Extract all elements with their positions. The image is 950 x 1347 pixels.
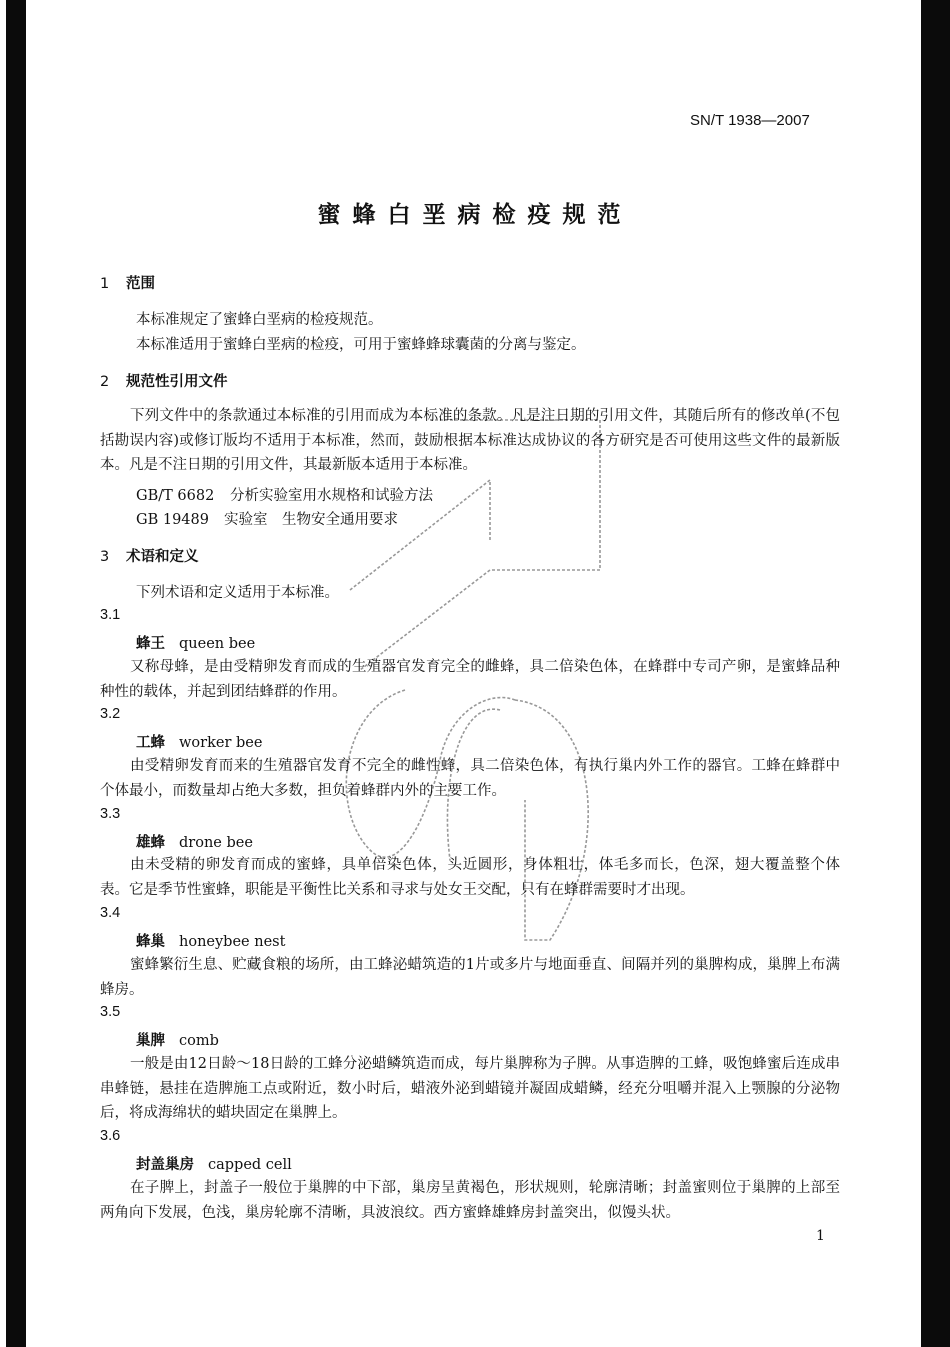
term-en: drone bee — [179, 835, 253, 851]
section-3-heading — [100, 545, 199, 566]
reference-item — [136, 508, 398, 529]
clause-number: 3.3 — [100, 806, 121, 822]
section-title: 术语和定义 — [126, 549, 199, 565]
section-title: 范围 — [126, 276, 155, 292]
term-definition: 蜜蜂繁衍生息、贮藏食粮的场所，由工蜂泌蜡筑造的1片或多片与地面垂直、间隔并列的巢脾构成，巢脾上布满蜂房。 — [100, 957, 840, 998]
term-en: queen bee — [179, 636, 256, 652]
reference-item — [136, 484, 433, 505]
term-definition: 又称母蜂，是由受精卵发育而成的生殖器官发育完全的雌蜂，具二倍染色体，在蜂群中专司产卵，是蜜蜂品种种性的载体，并起到团结蜂群的作用。 — [100, 659, 840, 700]
term-en: capped cell — [208, 1157, 292, 1173]
section-2-heading — [100, 370, 228, 391]
clause-number: 3.5 — [100, 1004, 121, 1020]
page-number: 1 — [816, 1228, 825, 1244]
paragraph: 下列术语和定义适用于本标准。 — [136, 585, 339, 601]
reference-code: GB/T 6682 — [136, 488, 215, 504]
reference-title: 分析实验室用水规格和试验方法 — [230, 488, 433, 504]
section-1-heading — [100, 272, 155, 293]
term-heading — [136, 930, 285, 951]
section-number: 3 — [100, 549, 110, 565]
document-title: 蜜蜂白垩病检疫规范 — [317, 202, 633, 228]
term-zh: 巢脾 — [136, 1033, 165, 1049]
term-zh: 工蜂 — [136, 735, 165, 751]
term-zh: 雄蜂 — [136, 835, 165, 851]
reference-title: 实验室 生物安全通用要求 — [224, 512, 398, 528]
clause-number: 3.1 — [100, 607, 121, 623]
clause-number: 3.4 — [100, 905, 121, 921]
section-number: 1 — [100, 276, 110, 292]
term-heading — [136, 1153, 292, 1174]
term-definition: 在子脾上，封盖子一般位于巢脾的中下部，巢房呈黄褐色，形状规则，轮廓清晰；封盖蜜则位于巢脾的上部至两角向下发展，色浅，巢房轮廓不清晰，具波浪纹。西方蜜蜂雄蜂房封盖突出，似馒头状。 — [100, 1180, 840, 1221]
clause-number: 3.6 — [100, 1128, 121, 1144]
term-en: honeybee nest — [179, 934, 286, 950]
term-heading — [136, 632, 255, 653]
standard-number: SN/T 1938—2007 — [690, 112, 810, 129]
term-definition: 由未受精的卵发育而成的蜜蜂，具单倍染色体，头近圆形，身体粗壮，体毛多而长，色深，翅大覆盖整个体表。它是季节性蜜蜂，职能是平衡性比关系和寻求与处女王交配，只有在蜂群需要时才出现。 — [100, 857, 840, 898]
term-heading — [136, 831, 253, 852]
term-zh: 封盖巢房 — [136, 1157, 194, 1173]
paragraph: 本标准适用于蜜蜂白垩病的检疫，可用于蜜蜂蜂球囊菌的分离与鉴定。 — [136, 337, 586, 353]
term-en: worker bee — [179, 735, 263, 751]
reference-code: GB 19489 — [136, 512, 209, 528]
clause-number: 3.2 — [100, 706, 121, 722]
scan-edge-left — [6, 0, 26, 1347]
paragraph: 本标准规定了蜜蜂白垩病的检疫规范。 — [136, 312, 383, 328]
scan-edge-right — [921, 0, 950, 1347]
term-en: comb — [179, 1033, 219, 1049]
term-definition: 由受精卵发育而来的生殖器官发育不完全的雌性蜂，具二倍染色体，有执行巢内外工作的器官。工蜂在蜂群中个体最小，而数量却占绝大多数，担负着蜂群内外的主要工作。 — [100, 758, 840, 799]
section-title: 规范性引用文件 — [126, 374, 228, 390]
term-zh: 蜂王 — [136, 636, 165, 652]
section-number: 2 — [100, 374, 110, 390]
term-heading — [136, 1029, 219, 1050]
term-heading — [136, 731, 262, 752]
term-zh: 蜂巢 — [136, 934, 165, 950]
term-definition: 一般是由12日龄～18日龄的工蜂分泌蜡鳞筑造而成，每片巢脾称为子脾。从事造脾的工蜂，吸饱蜂蜜后连成串串蜂链，悬挂在造脾施工点或附近，数小时后，蜡液外泌到蜡镜并凝固成蜡鳞，经充分咀嚼并混入上颚腺的分泌物后，将成海绵状的蜡块固定在巢脾上。 — [100, 1056, 840, 1121]
paragraph: 下列文件中的条款通过本标准的引用而成为本标准的条款。凡是注日期的引用文件，其随后所有的修改单(不包括勘误内容)或修订版均不适用于本标准，然而，鼓励根据本标准达成协议的各方研究是否可使用这些文件的最新版本。凡是不注日期的引用文件，其最新版本适用于本标准。 — [100, 408, 840, 473]
